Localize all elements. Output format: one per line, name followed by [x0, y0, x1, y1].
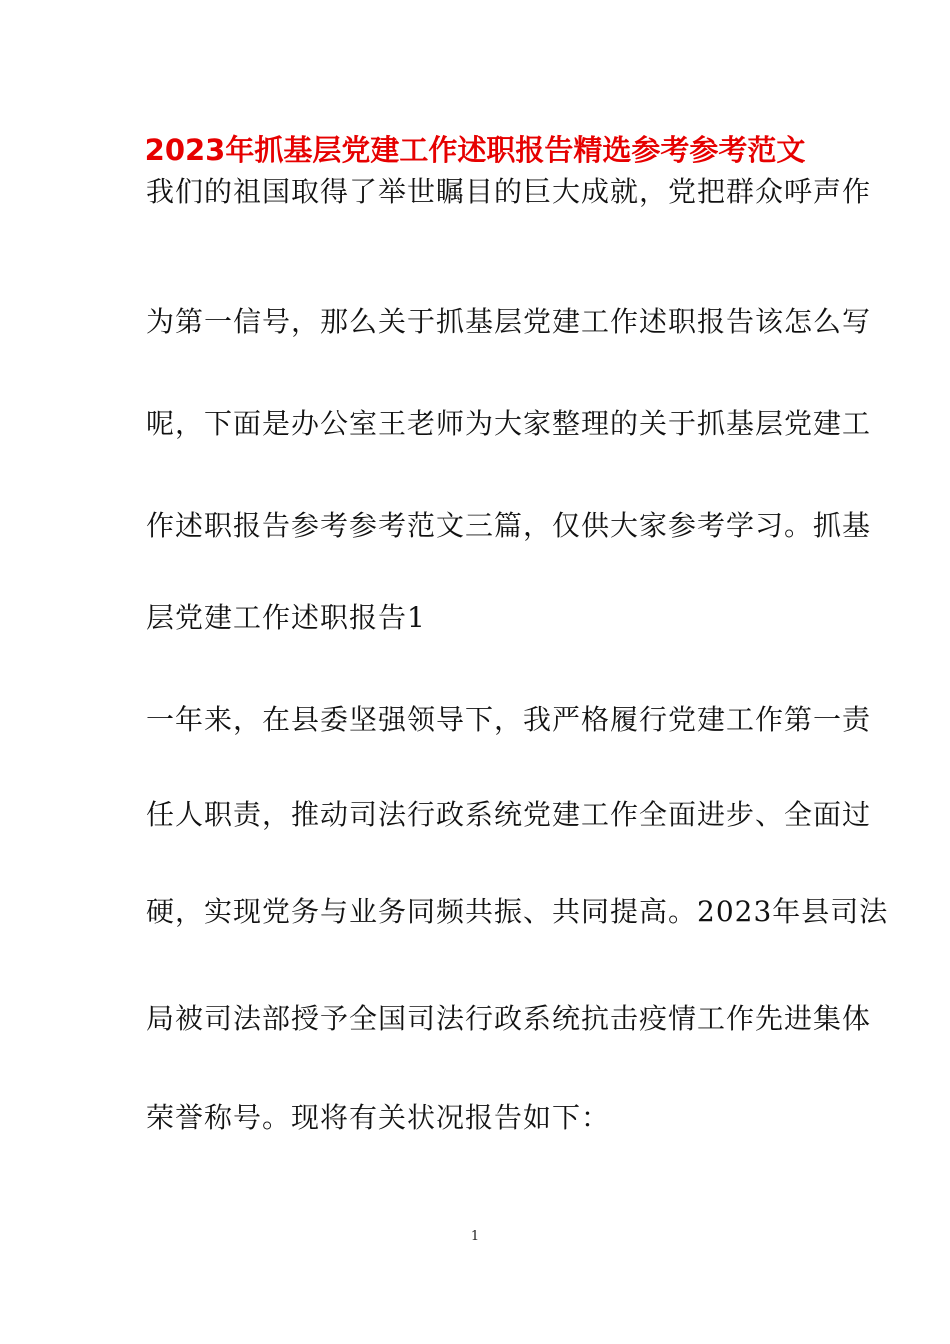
body-line-7: 任人职责，推动司法行政系统党建工作全面进步、全面过 [146, 798, 872, 831]
body-line-5: 层党建工作述职报告1 [146, 601, 426, 634]
body-line-4: 作述职报告参考参考范文三篇，仅供大家参考学习。抓基 [146, 509, 872, 542]
body-line-9: 局被司法部授予全国司法行政系统抗击疫情工作先进集体 [146, 1002, 872, 1035]
body-line-6: 一年来，在县委坚强领导下，我严格履行党建工作第一责 [146, 703, 872, 736]
document-title: 2023年抓基层党建工作述职报告精选参考参考范文 [144, 133, 806, 167]
body-line-10: 荣誉称号。现将有关状况报告如下： [146, 1101, 611, 1134]
body-line-8: 硬，实现党务与业务同频共振、共同提高。2023年县司法 [146, 895, 889, 928]
body-line-3: 呢，下面是办公室王老师为大家整理的关于抓基层党建工 [146, 407, 872, 440]
body-line-1: 我们的祖国取得了举世瞩目的巨大成就，党把群众呼声作 [146, 175, 872, 208]
page-number: 1 [470, 1229, 480, 1244]
body-line-2: 为第一信号，那么关于抓基层党建工作述职报告该怎么写 [146, 305, 872, 338]
